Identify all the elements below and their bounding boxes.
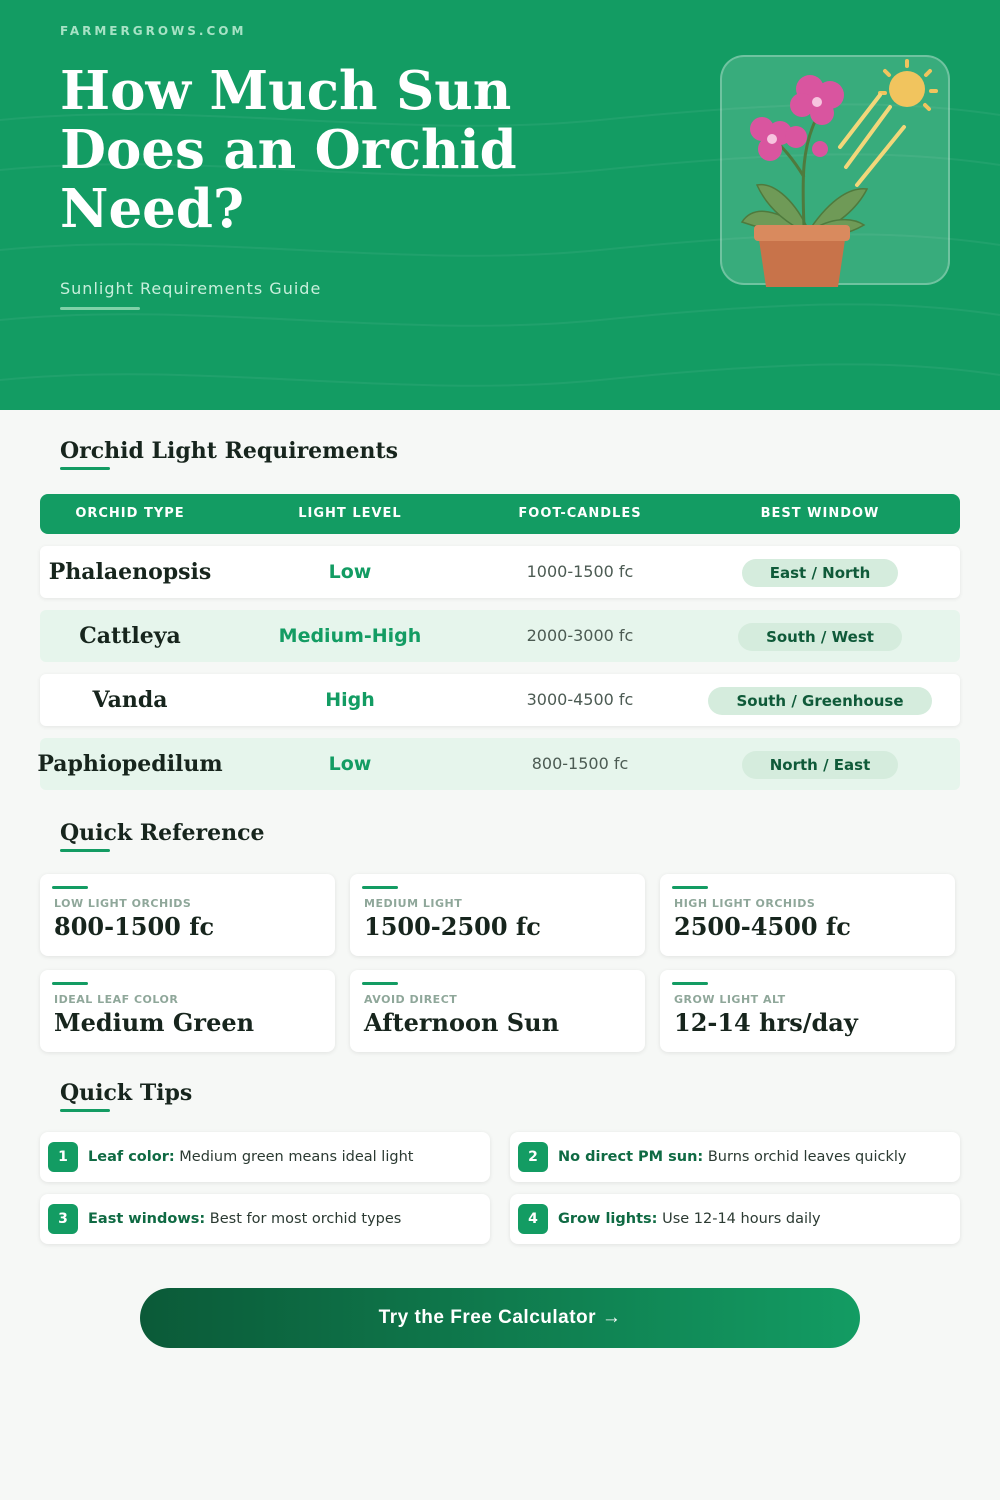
sun-icon <box>880 61 936 109</box>
tip-item <box>40 1194 490 1244</box>
tip-title: Leaf color: <box>88 1149 175 1165</box>
card-accent-bar <box>672 886 708 889</box>
reference-card <box>350 874 645 956</box>
light-level: Low <box>328 561 372 583</box>
tip-body: Best for most orchid types <box>209 1211 402 1227</box>
tips-heading-underline <box>60 1109 110 1112</box>
card-value: 800-1500 fc <box>54 912 215 941</box>
light-level: Low <box>328 753 372 775</box>
page-title: How Much Sun Does an Orchid Need? <box>60 60 517 240</box>
tip-title: East windows: <box>88 1211 206 1227</box>
best-window-badge: South / West <box>738 623 902 651</box>
card-value: 2500-4500 fc <box>674 912 851 941</box>
tip-title: No direct PM sun: <box>558 1149 704 1165</box>
tip-item <box>510 1132 960 1182</box>
foot-candles: 2000-3000 fc <box>526 626 634 645</box>
tip-body: Medium green means ideal light <box>179 1149 414 1165</box>
card-accent-bar <box>362 982 398 985</box>
card-label: IDEAL LEAF COLOR <box>54 993 179 1006</box>
reference-card <box>40 874 335 956</box>
tip-text <box>558 1132 906 1182</box>
tip-item <box>510 1194 960 1244</box>
table-header <box>40 494 960 534</box>
card-label: LOW LIGHT ORCHIDS <box>54 897 192 910</box>
reference-card <box>40 970 335 1052</box>
reference-card <box>350 970 645 1052</box>
tip-text <box>88 1132 413 1182</box>
card-accent-bar <box>52 982 88 985</box>
reference-heading-underline <box>60 849 110 852</box>
column-header-foot-candles: FOOT-CANDLES <box>518 506 642 521</box>
requirements-heading-underline <box>60 467 110 470</box>
card-value: 1500-2500 fc <box>364 912 541 941</box>
free-calculator-button[interactable]: Try the Free Calculator → <box>140 1288 860 1348</box>
orchid-type: Paphiopedilum <box>37 751 223 777</box>
tips-heading: Quick Tips <box>60 1080 193 1106</box>
card-accent-bar <box>672 982 708 985</box>
reference-card <box>660 874 955 956</box>
card-accent-bar <box>362 886 398 889</box>
tip-number-badge: 1 <box>48 1142 78 1172</box>
hero-banner <box>0 0 1000 410</box>
table-row <box>40 546 960 598</box>
page-subtitle: Sunlight Requirements Guide <box>60 279 322 298</box>
tip-item <box>40 1132 490 1182</box>
card-value: 12-14 hrs/day <box>674 1008 858 1037</box>
best-window-badge: North / East <box>742 751 899 779</box>
requirements-heading: Orchid Light Requirements <box>60 438 398 464</box>
orchid-type: Phalaenopsis <box>48 559 212 585</box>
best-window-badge: South / Greenhouse <box>708 687 931 715</box>
orchid-pot-sun-icon <box>722 57 952 287</box>
column-header-best-window: BEST WINDOW <box>760 506 880 521</box>
light-level: Medium-High <box>278 625 422 647</box>
site-name[interactable]: FARMERGROWS.COM <box>60 24 247 38</box>
tip-number-badge: 2 <box>518 1142 548 1172</box>
card-label: GROW LIGHT ALT <box>674 993 786 1006</box>
card-label: HIGH LIGHT ORCHIDS <box>674 897 816 910</box>
tip-body: Burns orchid leaves quickly <box>707 1149 907 1165</box>
light-level: High <box>325 689 375 711</box>
best-window-badge: East / North <box>742 559 899 587</box>
tip-body: Use 12-14 hours daily <box>662 1211 821 1227</box>
subtitle-underline <box>60 307 140 310</box>
reference-card <box>660 970 955 1052</box>
tip-text <box>558 1194 821 1244</box>
foot-candles: 800-1500 fc <box>531 754 629 773</box>
reference-heading: Quick Reference <box>60 820 265 846</box>
table-row <box>40 610 960 662</box>
card-label: MEDIUM LIGHT <box>364 897 463 910</box>
card-accent-bar <box>52 886 88 889</box>
orchid-illustration <box>720 55 950 285</box>
tip-text <box>88 1194 401 1244</box>
column-header-orchid-type: ORCHID TYPE <box>75 506 185 521</box>
tip-number-badge: 4 <box>518 1204 548 1234</box>
table-row <box>37 738 960 790</box>
foot-candles: 1000-1500 fc <box>526 562 634 581</box>
card-label: AVOID DIRECT <box>364 993 458 1006</box>
tip-title: Grow lights: <box>558 1211 658 1227</box>
foot-candles: 3000-4500 fc <box>526 690 634 709</box>
orchid-type: Cattleya <box>79 623 181 649</box>
tip-number-badge: 3 <box>48 1204 78 1234</box>
table-row <box>40 674 960 726</box>
column-header-light-level: LIGHT LEVEL <box>298 506 402 521</box>
orchid-type: Vanda <box>92 687 168 713</box>
card-value: Medium Green <box>54 1008 255 1037</box>
card-value: Afternoon Sun <box>364 1008 560 1037</box>
